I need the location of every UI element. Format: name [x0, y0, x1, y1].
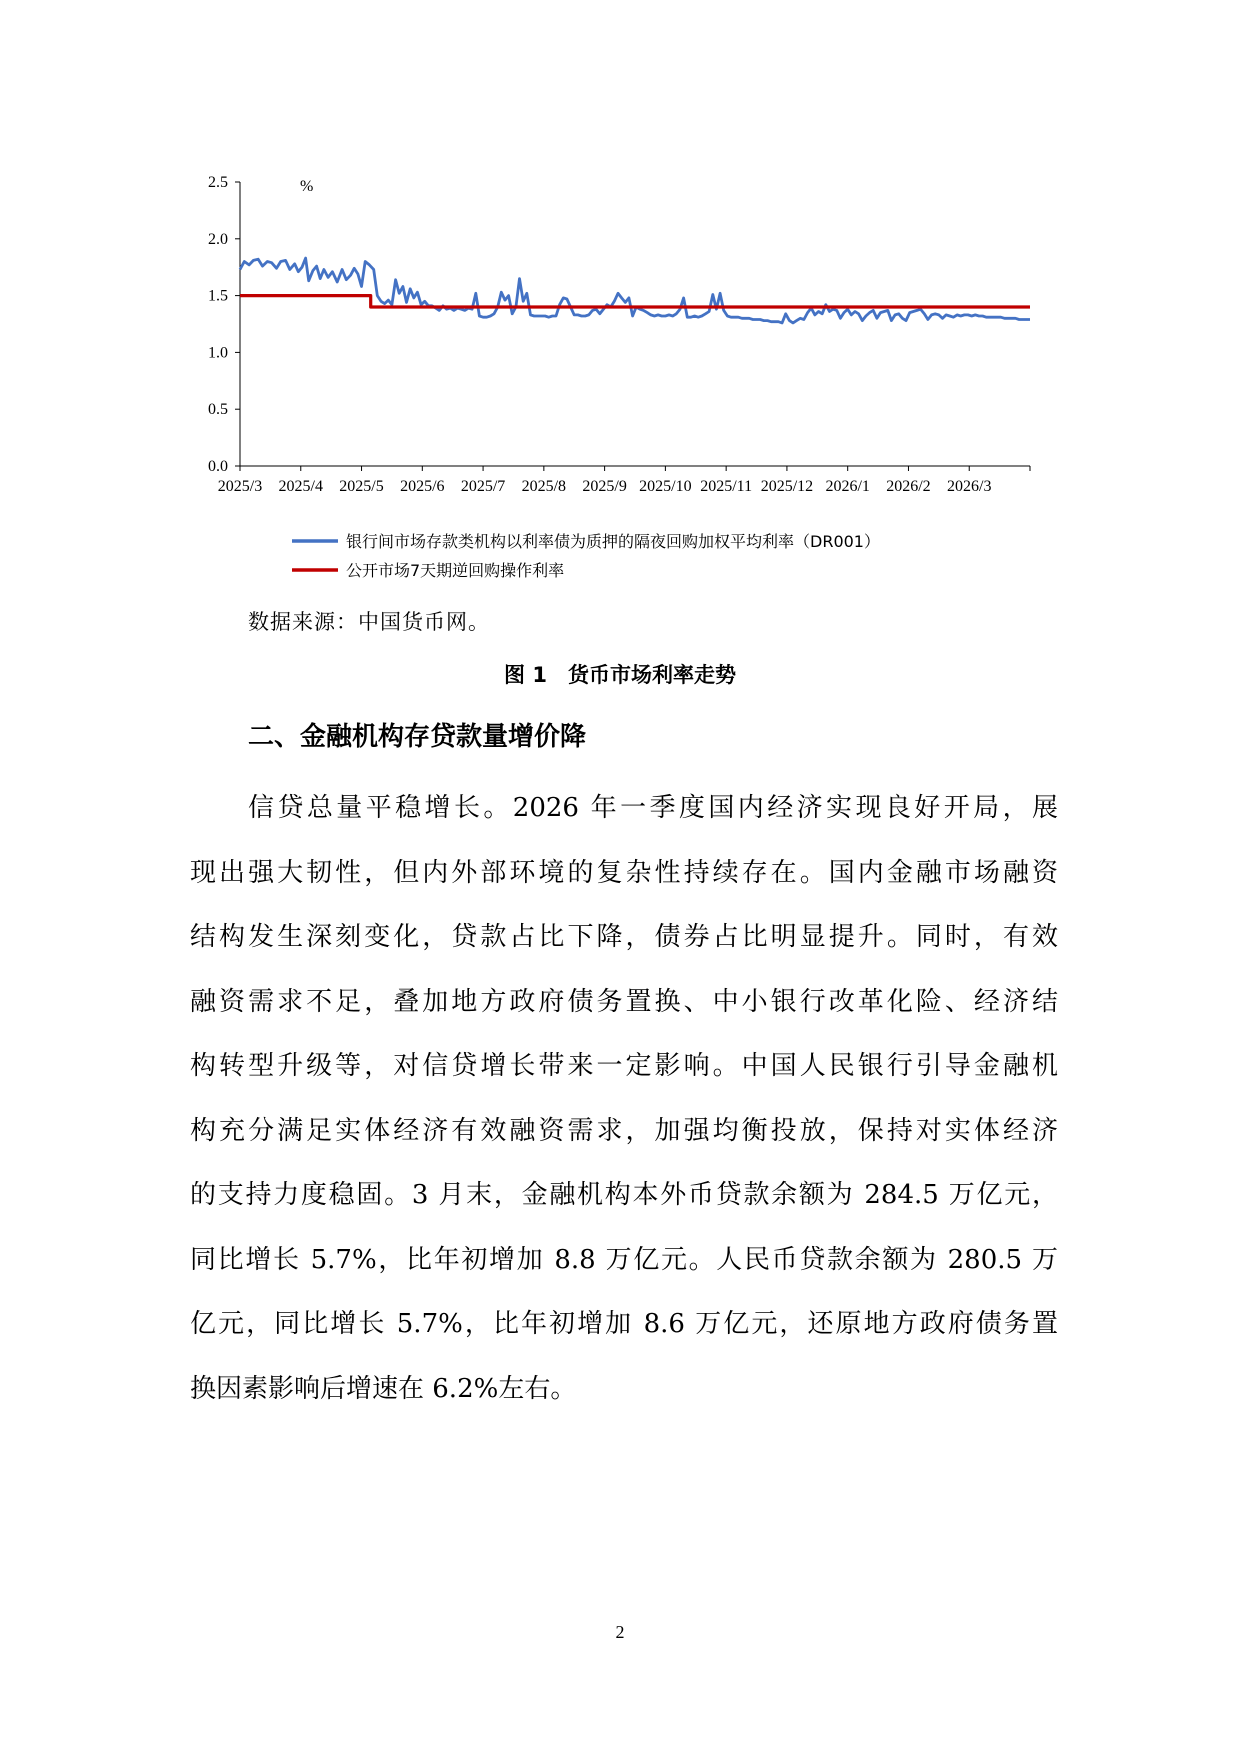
x-tick-label: 2025/12 [760, 478, 814, 495]
y-tick-label: 1.0 [208, 344, 228, 362]
x-tick-label: 2025/3 [217, 478, 263, 495]
x-tick-label: 2025/11 [700, 478, 753, 495]
x-tick-label: 2026/1 [825, 478, 870, 495]
x-axis [218, 466, 1030, 495]
y-tick-label: 2.5 [208, 174, 228, 191]
legend-label-dr001: 银行间市场存款类机构以利率债为质押的隔夜回购加权平均利率（DR001） [346, 532, 880, 551]
x-tick-label: 2026/2 [886, 478, 931, 495]
body-line: 构转型升级等，对信贷增长带来一定影响。中国人民银行引导金融机 [190, 1051, 1058, 1081]
body-line: 亿元，同比增长 5.7%，比年初增加 8.6 万亿元，还原地方政府债务置 [190, 1309, 1058, 1339]
y-tick-label: 0.0 [208, 458, 228, 475]
x-tick-label: 2025/5 [339, 478, 384, 495]
body-line: 信贷总量平稳增长。2026 年一季度国内经济实现良好开局，展 [248, 793, 1058, 823]
body-line: 融资需求不足，叠加地方政府债务置换、中小银行改革化险、经济结 [190, 986, 1058, 1017]
x-tick-label: 2025/7 [460, 478, 506, 495]
page-number: 2 [615, 1622, 625, 1642]
y-tick-label: 1.5 [208, 287, 228, 305]
figure-caption: 图 1 货币市场利率走势 [504, 663, 736, 687]
legend-label-reverse-repo: 公开市场7天期逆回购操作利率 [346, 561, 565, 580]
section-heading: 二、金融机构存贷款量增价降 [248, 722, 587, 752]
x-tick-label: 2025/6 [400, 478, 445, 495]
y-unit-label: % [300, 178, 314, 195]
x-tick-label: 2026/3 [947, 478, 992, 495]
data-source-note: 数据来源：中国货币网。 [248, 610, 490, 634]
series-line-dr001 [240, 258, 1030, 323]
x-tick-label: 2025/8 [521, 478, 567, 495]
body-line: 现出强大韧性，但内外部环境的复杂性持续存在。国内金融市场融资 [190, 857, 1058, 888]
x-tick-label: 2025/9 [582, 478, 627, 495]
y-axis [208, 174, 240, 475]
y-tick-label: 0.5 [208, 401, 228, 419]
body-line: 同比增长 5.7%，比年初增加 8.8 万亿元。人民币贷款余额为 280.5 万 [190, 1244, 1058, 1275]
body-line: 构充分满足实体经济有效融资需求，加强均衡投放，保持对实体经济 [190, 1115, 1058, 1146]
x-tick-label: 2025/4 [278, 478, 323, 495]
body-line: 换因素影响后增速在 6.2%左右。 [190, 1373, 577, 1404]
rate-trend-chart [0, 0, 1240, 600]
series-lines [240, 258, 1030, 323]
y-tick-label: 2.0 [208, 230, 228, 248]
body-line: 的支持力度稳固。3 月末，金融机构本外币贷款余额为 284.5 万亿元， [190, 1180, 1058, 1210]
chart-legend [292, 532, 880, 580]
body-line: 结构发生深刻变化，贷款占比下降，债券占比明显提升。同时，有效 [190, 922, 1058, 952]
body-paragraph [190, 776, 1058, 1421]
x-tick-label: 2025/10 [639, 478, 692, 495]
series-line-reverse-repo [240, 296, 1030, 307]
